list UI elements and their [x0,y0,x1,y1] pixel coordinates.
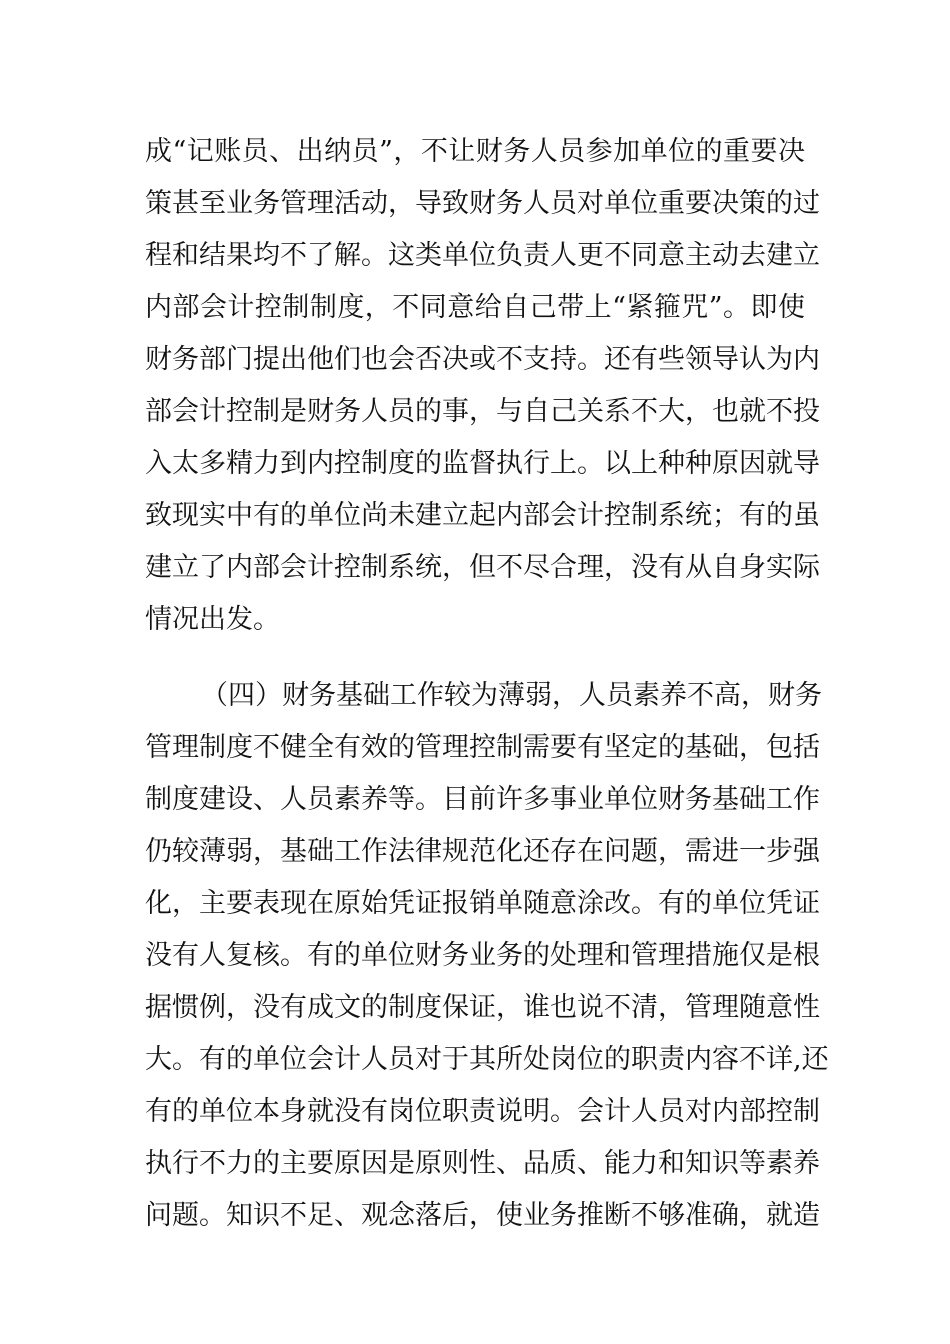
text-line: 据惯例，没有成文的制度保证，谁也说不清，管理随意性 [145,992,820,1023]
paragraph-continuation [145,126,820,646]
text-line: 问题。知识不足、观念落后，使业务推断不够准确，就造 [145,1200,820,1231]
text-line: 大。有的单位会计人员对于其所处岗位的职责内容不详,还 [145,1044,829,1075]
text-line: 制度建设、人员素养等。目前许多事业单位财务基础工作 [145,784,820,815]
text-line: 成“记账员、出纳员”，不让财务人员参加单位的重要决 [145,136,805,167]
text-line: 策甚至业务管理活动，导致财务人员对单位重要决策的过 [145,188,820,219]
text-line: 执行不力的主要原因是原则性、品质、能力和知识等素养 [145,1148,820,1179]
paragraph-section-four [145,670,829,1242]
section-heading-line: （四）财务基础工作较为薄弱，人员素养不高，财务 [201,680,822,711]
text-line: 内部会计控制制度，不同意给自己带上“紧箍咒”。即使 [145,292,805,323]
text-line: 程和结果均不了解。这类单位负责人更不同意主动去建立 [145,240,820,271]
text-line: 致现实中有的单位尚未建立起内部会计控制系统；有的虽 [145,500,820,531]
text-line: 部会计控制是财务人员的事，与自己关系不大，也就不投 [145,396,820,427]
text-line: 有的单位本身就没有岗位职责说明。会计人员对内部控制 [145,1096,820,1127]
text-line: 没有人复核。有的单位财务业务的处理和管理措施仅是根 [145,940,820,971]
text-line: 管理制度不健全有效的管理控制需要有坚定的基础，包括 [145,732,820,763]
text-line: 入太多精力到内控制度的监督执行上。以上种种原因就导 [145,448,820,479]
text-line: 情况出发。 [145,604,280,635]
text-line: 财务部门提出他们也会否决或不支持。还有些领导认为内 [145,344,820,375]
text-line: 仍较薄弱，基础工作法律规范化还存在问题，需进一步强 [145,836,820,867]
text-line: 建立了内部会计控制系统，但不尽合理，没有从自身实际 [145,552,820,583]
text-line: 化，主要表现在原始凭证报销单随意涂改。有的单位凭证 [145,888,820,919]
